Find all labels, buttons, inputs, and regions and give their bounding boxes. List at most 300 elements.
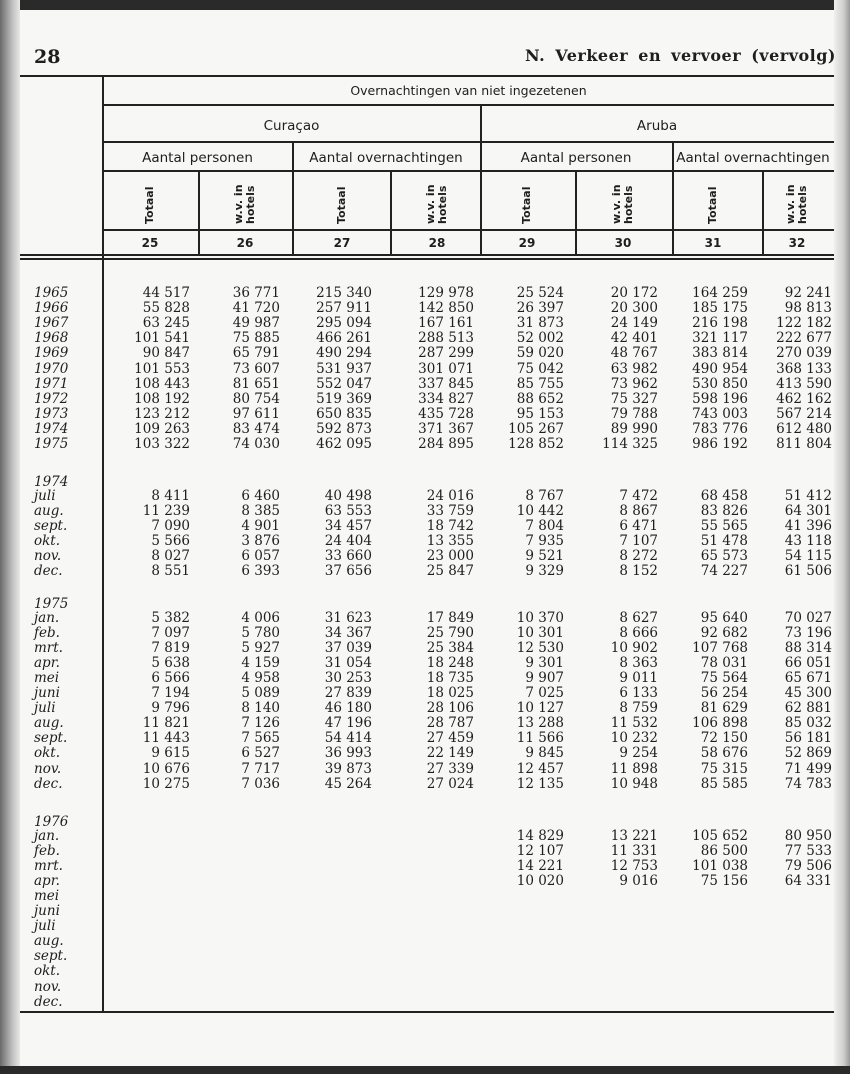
- table-cell: 43 118: [784, 532, 832, 549]
- row-label: aug.: [34, 715, 64, 732]
- table-cell: 10 020: [516, 872, 564, 889]
- table-cell: 25 524: [516, 285, 564, 301]
- table-cell: 70 027: [784, 609, 832, 626]
- rule: [103, 104, 834, 106]
- table-cell: 5 927: [241, 639, 280, 656]
- column-number: 27: [333, 236, 351, 250]
- table-cell: 65 573: [700, 547, 748, 564]
- row-label: mrt.: [34, 857, 63, 874]
- rule: [103, 229, 834, 231]
- table-cell: 9 011: [619, 669, 658, 686]
- table-cell: 56 181: [784, 730, 832, 747]
- table-cell: 5 566: [151, 532, 190, 549]
- table-cell: 270 039: [776, 345, 832, 362]
- subgroup: Aantal personen: [520, 150, 632, 166]
- table-cell: 295 094: [316, 315, 372, 332]
- table-cell: 8 152: [619, 563, 658, 579]
- table-cell: 74 783: [784, 775, 832, 792]
- table-cell: 48 767: [610, 345, 658, 362]
- table-cell: 435 728: [418, 405, 474, 422]
- table-cell: 74 030: [232, 436, 280, 452]
- row-label: juli: [34, 918, 56, 935]
- table-cell: 4 159: [241, 654, 280, 671]
- table-cell: 56 254: [700, 685, 748, 701]
- table-cell: 24 404: [324, 532, 372, 549]
- table-cell: 167 161: [418, 315, 474, 332]
- table-cell: 85 032: [784, 715, 832, 732]
- row-label: dec.: [34, 563, 63, 579]
- table-cell: 368 133: [776, 360, 832, 377]
- table-cell: 63 245: [142, 315, 190, 332]
- section-label: 1975: [34, 596, 69, 612]
- subgroup: Aantal personen: [142, 150, 253, 166]
- table-cell: 101 038: [692, 857, 748, 874]
- table-cell: 106 898: [692, 715, 748, 732]
- table-cell: 8 867: [619, 502, 658, 519]
- table-cell: 288 513: [418, 330, 474, 347]
- table-cell: 598 196: [692, 390, 748, 407]
- table-cell: 222 677: [776, 330, 832, 347]
- table-cell: 72 150: [700, 730, 748, 747]
- column-header: Totaal: [706, 186, 719, 224]
- table-cell: 8 140: [241, 700, 280, 717]
- column-number: 32: [788, 236, 806, 250]
- table-cell: 11 566: [516, 730, 564, 747]
- row-label: mei: [34, 669, 60, 686]
- table-cell: 215 340: [316, 285, 372, 301]
- table-cell: 86 500: [700, 842, 748, 859]
- table-cell: 51 412: [784, 487, 832, 504]
- table-cell: 101 541: [134, 330, 190, 347]
- table-cell: 490 954: [692, 360, 748, 377]
- table-cell: 45 264: [324, 775, 372, 792]
- table-cell: 6 527: [241, 745, 280, 762]
- column-number: 25: [141, 236, 159, 250]
- table-cell: 75 042: [516, 360, 564, 377]
- table-cell: 6 460: [241, 487, 280, 504]
- table-cell: 10 676: [142, 760, 190, 777]
- table-cell: 9 615: [151, 745, 190, 762]
- table-cell: 34 457: [324, 517, 372, 534]
- table-cell: 10 232: [610, 730, 658, 747]
- table-cell: 9 521: [525, 547, 564, 564]
- table-cell: 371 367: [418, 420, 474, 437]
- row-label: aug.: [34, 933, 64, 950]
- table-cell: 31 873: [516, 315, 564, 332]
- table-cell: 413 590: [776, 375, 832, 392]
- binding-shadow: [834, 0, 850, 1074]
- table-cell: 46 180: [324, 700, 372, 717]
- table-cell: 30 253: [324, 669, 372, 686]
- table-cell: 33 759: [426, 502, 474, 519]
- table-cell: 105 267: [508, 420, 564, 437]
- table-cell: 108 443: [134, 375, 190, 392]
- table-cell: 59 020: [516, 345, 564, 362]
- row-label: aug.: [34, 502, 64, 519]
- table-cell: 287 299: [418, 345, 474, 362]
- row-label: okt.: [34, 963, 61, 980]
- row-label: 1975: [34, 436, 69, 452]
- table-cell: 552 047: [316, 375, 372, 392]
- table-cell: 811 804: [776, 436, 832, 452]
- table-cell: 18 248: [426, 654, 474, 671]
- table-cell: 612 480: [776, 420, 832, 437]
- row-label: sept.: [34, 517, 68, 534]
- table-cell: 114 325: [602, 436, 658, 452]
- table-cell: 54 115: [784, 547, 832, 564]
- row-label: juli: [34, 700, 56, 717]
- row-label: feb.: [34, 842, 60, 859]
- table-cell: 9 907: [525, 669, 564, 686]
- table-cell: 9 301: [525, 654, 564, 671]
- table-cell: 14 829: [516, 827, 564, 844]
- table-cell: 25 847: [426, 563, 474, 579]
- table-cell: 7 036: [241, 775, 280, 792]
- table-cell: 42 401: [610, 330, 658, 347]
- table-cell: 462 162: [776, 390, 832, 407]
- rule: [390, 170, 392, 254]
- table-cell: 73 196: [784, 624, 832, 641]
- rule: [103, 141, 834, 143]
- table-cell: 10 902: [610, 639, 658, 656]
- column-header: Totaal: [520, 186, 533, 224]
- row-label: sept.: [34, 730, 68, 747]
- table-cell: 13 288: [516, 715, 564, 732]
- table-cell: 8 272: [619, 547, 658, 564]
- group-curacao: Curaçao: [263, 118, 320, 134]
- page-number: 28: [34, 46, 61, 68]
- table-cell: 28 787: [426, 715, 474, 732]
- row-label: jan.: [34, 827, 60, 844]
- table-cell: 73 607: [232, 360, 280, 377]
- table-cell: 7 472: [619, 487, 658, 504]
- table-cell: 4 901: [241, 517, 280, 534]
- scan-edge-bottom: [0, 1066, 850, 1074]
- table-cell: 11 898: [610, 760, 658, 777]
- table-cell: 11 443: [142, 730, 190, 747]
- table-cell: 22 149: [426, 745, 474, 762]
- table-cell: 95 153: [516, 405, 564, 422]
- row-label: okt.: [34, 532, 61, 549]
- table-cell: 321 117: [692, 330, 748, 347]
- row-label: apr.: [34, 872, 60, 889]
- table-cell: 31 623: [324, 609, 372, 626]
- table-cell: 77 533: [784, 842, 832, 859]
- table-cell: 7 819: [151, 639, 190, 656]
- table-cell: 11 821: [142, 715, 190, 732]
- table-cell: 51 478: [700, 532, 748, 549]
- table-cell: 54 414: [324, 730, 372, 747]
- table-cell: 986 192: [692, 436, 748, 452]
- table-cell: 11 239: [142, 502, 190, 519]
- table-cell: 75 885: [232, 330, 280, 347]
- table-cell: 9 845: [525, 745, 564, 762]
- table-cell: 14 221: [516, 857, 564, 874]
- table-cell: 530 850: [692, 375, 748, 392]
- table-cell: 95 640: [700, 609, 748, 626]
- table-cell: 6 057: [241, 547, 280, 564]
- table-cell: 81 651: [232, 375, 280, 392]
- table-cell: 64 331: [784, 872, 832, 889]
- table-cell: 10 127: [516, 700, 564, 717]
- table-cell: 109 263: [134, 420, 190, 437]
- table-cell: 80 950: [784, 827, 832, 844]
- table-cell: 10 370: [516, 609, 564, 626]
- table-cell: 462 095: [316, 436, 372, 452]
- table-cell: 85 585: [700, 775, 748, 792]
- table-cell: 37 656: [324, 563, 372, 579]
- column-header: w.v. in hotels: [424, 184, 449, 224]
- row-label: mrt.: [34, 639, 63, 656]
- table-cell: 7 126: [241, 715, 280, 732]
- table-cell: 567 214: [776, 405, 832, 422]
- table-cell: 5 382: [151, 609, 190, 626]
- table-cell: 129 978: [418, 285, 474, 301]
- row-label: juli: [34, 487, 56, 504]
- rule: [20, 258, 834, 260]
- table-cell: 92 241: [784, 285, 832, 301]
- table-cell: 41 396: [784, 517, 832, 534]
- table-cell: 11 331: [610, 842, 658, 859]
- table-cell: 592 873: [316, 420, 372, 437]
- table-cell: 65 671: [784, 669, 832, 686]
- table-cell: 8 767: [525, 487, 564, 504]
- table-bottom-rule: [20, 1011, 834, 1013]
- table-cell: 97 611: [232, 405, 280, 422]
- table-cell: 783 776: [692, 420, 748, 437]
- table-cell: 334 827: [418, 390, 474, 407]
- table-cell: 9 254: [619, 745, 658, 762]
- table-cell: 7 107: [619, 532, 658, 549]
- table-cell: 12 457: [516, 760, 564, 777]
- table-cell: 7 097: [151, 624, 190, 641]
- section-label: 1974: [34, 474, 69, 490]
- subgroup: Aantal overnachtingen: [676, 150, 830, 166]
- table-cell: 337 845: [418, 375, 474, 392]
- table-cell: 90 847: [142, 345, 190, 362]
- table-cell: 743 003: [692, 405, 748, 422]
- table-cell: 490 294: [316, 345, 372, 362]
- table-cell: 26 397: [516, 300, 564, 317]
- row-label: juni: [34, 903, 60, 919]
- table-cell: 64 301: [784, 502, 832, 519]
- table-cell: 52 002: [516, 330, 564, 347]
- table-cell: 17 849: [426, 609, 474, 626]
- table-cell: 650 835: [316, 405, 372, 422]
- table-cell: 12 107: [516, 842, 564, 859]
- table-cell: 103 322: [134, 436, 190, 452]
- table-top-rule: [20, 75, 834, 77]
- table-cell: 18 742: [426, 517, 474, 534]
- table-cell: 36 771: [232, 285, 280, 301]
- table-cell: 5 780: [241, 624, 280, 641]
- table-cell: 7 565: [241, 730, 280, 747]
- table-cell: 6 133: [619, 685, 658, 701]
- table-cell: 80 754: [232, 390, 280, 407]
- table-cell: 531 937: [316, 360, 372, 377]
- table-cell: 23 000: [426, 547, 474, 564]
- column-header: w.v. in hotels: [610, 184, 635, 224]
- table-cell: 5 638: [151, 654, 190, 671]
- table-cell: 85 755: [516, 375, 564, 392]
- table-cell: 7 194: [151, 685, 190, 701]
- table-cell: 27 839: [324, 685, 372, 701]
- table-cell: 34 367: [324, 624, 372, 641]
- table-cell: 75 564: [700, 669, 748, 686]
- table-cell: 108 192: [134, 390, 190, 407]
- table-cell: 101 553: [134, 360, 190, 377]
- column-number: 29: [518, 236, 536, 250]
- table-cell: 9 796: [151, 700, 190, 717]
- table-cell: 47 196: [324, 715, 372, 732]
- table-cell: 20 300: [610, 300, 658, 317]
- table-cell: 7 804: [525, 517, 564, 534]
- row-label: apr.: [34, 654, 60, 671]
- table-cell: 12 135: [516, 775, 564, 792]
- table-cell: 71 499: [784, 760, 832, 777]
- table-cell: 128 852: [508, 436, 564, 452]
- table-cell: 164 259: [692, 285, 748, 301]
- rule: [103, 170, 834, 172]
- table-cell: 31 054: [324, 654, 372, 671]
- table-cell: 4 006: [241, 609, 280, 626]
- table-cell: 10 301: [516, 624, 564, 641]
- table-cell: 78 031: [700, 654, 748, 671]
- table-cell: 63 553: [324, 502, 372, 519]
- table-cell: 25 384: [426, 639, 474, 656]
- table-cell: 4 958: [241, 669, 280, 686]
- scan-edge-left: [0, 0, 20, 1074]
- table-cell: 10 275: [142, 775, 190, 792]
- row-label: juni: [34, 685, 60, 701]
- table-cell: 7 025: [525, 685, 564, 701]
- table-cell: 12 530: [516, 639, 564, 656]
- table-cell: 10 442: [516, 502, 564, 519]
- table-cell: 20 172: [610, 285, 658, 301]
- row-label: nov.: [34, 760, 62, 777]
- row-label: 1967: [34, 315, 69, 332]
- table-cell: 39 873: [324, 760, 372, 777]
- table-cell: 7 935: [525, 532, 564, 549]
- rule: [198, 170, 200, 254]
- row-label: 1968: [34, 330, 69, 347]
- row-label: 1966: [34, 300, 69, 317]
- table-cell: 9 329: [525, 563, 564, 579]
- row-label: sept.: [34, 948, 68, 965]
- table-cell: 24 016: [426, 487, 474, 504]
- running-head: N. Verkeer en vervoer (vervolg): [525, 46, 836, 65]
- table-cell: 89 990: [610, 420, 658, 437]
- table-cell: 62 881: [784, 700, 832, 717]
- table-cell: 8 027: [151, 547, 190, 564]
- column-number: 26: [236, 236, 254, 250]
- rule: [762, 170, 764, 254]
- column-number: 28: [428, 236, 446, 250]
- table-cell: 63 982: [610, 360, 658, 377]
- table-cell: 284 895: [418, 436, 474, 452]
- table-cell: 8 666: [619, 624, 658, 641]
- row-label: 1971: [34, 375, 69, 392]
- table-cell: 6 471: [619, 517, 658, 534]
- table-cell: 383 814: [692, 345, 748, 362]
- table-cell: 49 987: [232, 315, 280, 332]
- table-cell: 75 315: [700, 760, 748, 777]
- table-cell: 185 175: [692, 300, 748, 317]
- table-cell: 6 566: [151, 669, 190, 686]
- table-cell: 75 156: [700, 872, 748, 889]
- table-cell: 74 227: [700, 563, 748, 579]
- table-cell: 8 551: [151, 563, 190, 579]
- row-label: 1973: [34, 405, 69, 422]
- row-label: 1969: [34, 345, 69, 362]
- table-cell: 9 016: [619, 872, 658, 889]
- rule: [575, 170, 577, 254]
- table-cell: 7 717: [241, 760, 280, 777]
- row-label: nov.: [34, 978, 62, 995]
- table-cell: 10 948: [610, 775, 658, 792]
- subgroup: Aantal overnachtingen: [309, 150, 463, 166]
- row-label: 1965: [34, 285, 69, 301]
- table-cell: 25 790: [426, 624, 474, 641]
- table-cell: 45 300: [784, 685, 832, 701]
- section-label: 1976: [34, 814, 69, 830]
- table-cell: 58 676: [700, 745, 748, 762]
- table-cell: 28 106: [426, 700, 474, 717]
- table-cell: 142 850: [418, 300, 474, 317]
- row-label: nov.: [34, 547, 62, 564]
- table-cell: 301 071: [418, 360, 474, 377]
- column-header: w.v. in hotels: [784, 184, 809, 224]
- table-cell: 79 788: [610, 405, 658, 422]
- table-cell: 107 768: [692, 639, 748, 656]
- table-cell: 41 720: [232, 300, 280, 317]
- table-cell: 81 629: [700, 700, 748, 717]
- table-cell: 6 393: [241, 563, 280, 579]
- table-cell: 66 051: [784, 654, 832, 671]
- table-cell: 61 506: [784, 563, 832, 579]
- row-label: dec.: [34, 775, 63, 792]
- table-cell: 12 753: [610, 857, 658, 874]
- table-cell: 3 876: [241, 532, 280, 549]
- table-cell: 216 198: [692, 315, 748, 332]
- table-cell: 37 039: [324, 639, 372, 656]
- table-cell: 83 826: [700, 502, 748, 519]
- column-header: Totaal: [335, 186, 348, 224]
- table-cell: 5 089: [241, 685, 280, 701]
- row-label: feb.: [34, 624, 60, 641]
- row-label: 1974: [34, 420, 69, 437]
- table-cell: 88 652: [516, 390, 564, 407]
- row-label: 1972: [34, 390, 69, 407]
- column-header: w.v. in hotels: [232, 184, 257, 224]
- table-cell: 52 869: [784, 745, 832, 762]
- table-cell: 68 458: [700, 487, 748, 504]
- scan-edge-top: [0, 0, 850, 10]
- table-cell: 40 498: [324, 487, 372, 504]
- table-cell: 123 212: [134, 405, 190, 422]
- table-cell: 8 363: [619, 654, 658, 671]
- table-cell: 8 759: [619, 700, 658, 717]
- table-cell: 11 532: [610, 715, 658, 732]
- table-cell: 27 459: [426, 730, 474, 747]
- table-cell: 55 828: [142, 300, 190, 317]
- group-aruba: Aruba: [636, 118, 678, 134]
- table-cell: 8 411: [151, 487, 190, 504]
- table-cell: 65 791: [232, 345, 280, 362]
- table-cell: 105 652: [692, 827, 748, 844]
- column-header: Totaal: [143, 186, 156, 224]
- table-cell: 8 627: [619, 609, 658, 626]
